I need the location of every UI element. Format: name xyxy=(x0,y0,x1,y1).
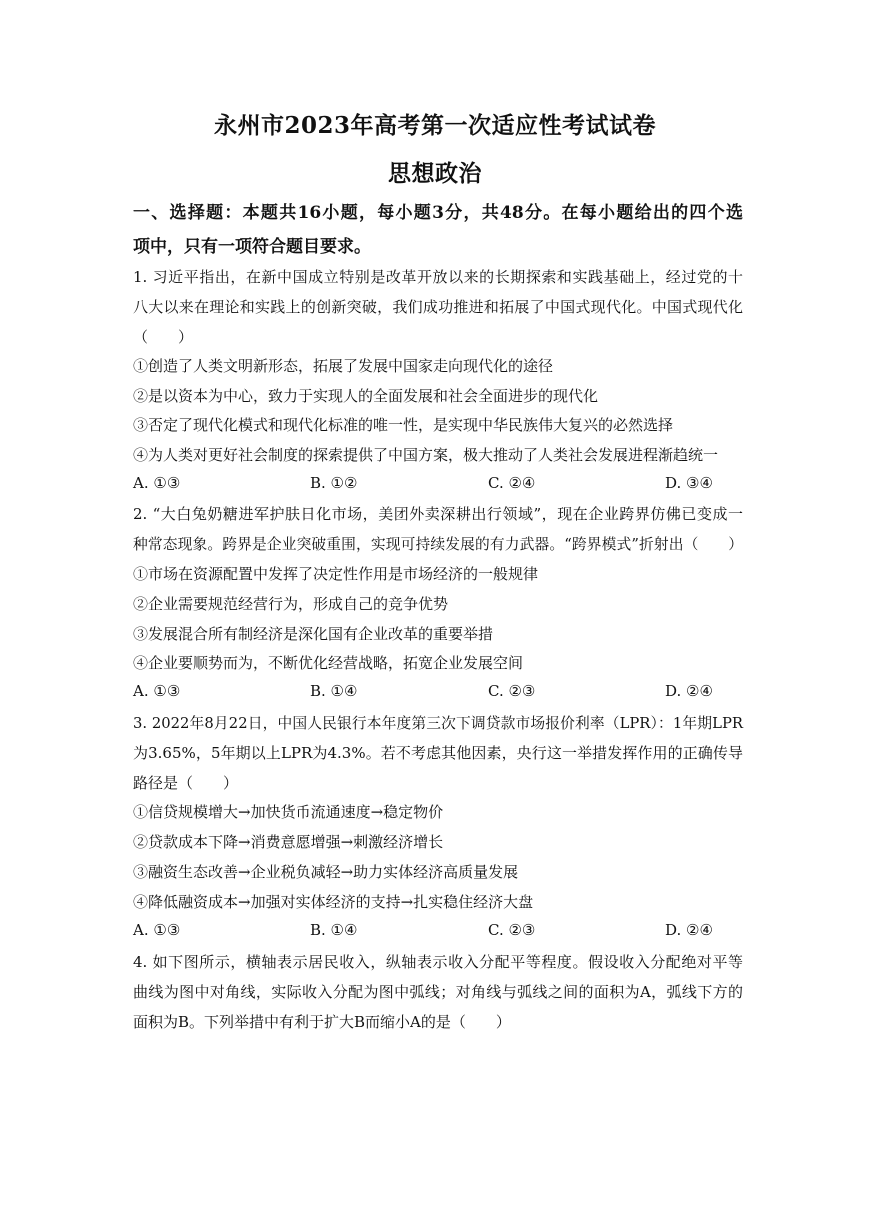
q2-option-c[interactable]: C. ②③ xyxy=(488,682,536,700)
q1-stem-line-3: （ ） xyxy=(133,328,194,346)
q4-stem-line-1: 4. 如下图所示，横轴表示居民收入，纵轴表示收入分配平等程度。假设收入分配绝对平等 xyxy=(133,953,743,971)
q2-item-3: ③发展混合所有制经济是深化国有企业改革的重要举措 xyxy=(133,625,494,643)
q1-item-3: ③否定了现代化模式和现代化标准的唯一性，是实现中华民族伟大复兴的必然选择 xyxy=(133,416,674,434)
q2-option-b[interactable]: B. ①④ xyxy=(310,682,358,700)
q1-option-c[interactable]: C. ②④ xyxy=(488,474,536,492)
q2-option-d[interactable]: D. ②④ xyxy=(665,682,713,700)
q1-stem-line-1: 1. 习近平指出，在新中国成立特别是改革开放以来的长期探索和实践基础上，经过党的十 xyxy=(133,268,743,286)
q4-stem-line-3: 面积为B。下列举措中有利于扩大B而缩小A的是（ ） xyxy=(133,1013,511,1031)
q1-item-4: ④为人类对更好社会制度的探索提供了中国方案，极大推动了人类社会发展进程渐趋统一 xyxy=(133,446,719,464)
q3-stem-line-1: 3. 2022年8月22日，中国人民银行本年度第三次下调贷款市场报价利率（LPR）：1年期LPR xyxy=(133,715,743,732)
q3-option-d[interactable]: D. ②④ xyxy=(665,921,713,939)
subject-title: 思想政治 xyxy=(388,160,482,187)
q2-item-2: ②企业需要规范经营行为，形成自己的竞争优势 xyxy=(133,595,449,613)
q3-option-b[interactable]: B. ①④ xyxy=(310,921,358,939)
section-heading-line-2: 项中，只有一项符合题目要求。 xyxy=(133,237,371,257)
q2-stem-line-1: 2. “大白兔奶糖进军护肤日化市场，美团外卖深耕出行领域”，现在企业跨界仿佛已变成一 xyxy=(133,505,743,523)
q3-option-a[interactable]: A. ①③ xyxy=(133,921,181,939)
q3-item-3: ③融资生态改善→企业税负减轻→助力实体经济高质量发展 xyxy=(133,863,519,881)
q1-option-a[interactable]: A. ①③ xyxy=(133,474,181,492)
q2-option-a[interactable]: A. ①③ xyxy=(133,682,181,700)
exam-title: 永州市2023年高考第一次适应性考试试卷 xyxy=(213,112,656,139)
q1-item-1: ①创造了人类文明新形态，拓展了发展中国家走向现代化的途径 xyxy=(133,357,554,375)
section-heading-line-1: 一、选择题：本题共16小题，每小题3分，共48分。在每小题给出的四个选 xyxy=(133,203,743,223)
q2-stem-line-2: 种常态现象。跨界是企业突破重围，实现可持续发展的有力武器。“跨界模式”折射出（ ） xyxy=(133,536,743,553)
q4-stem-line-2: 曲线为图中对角线，实际收入分配为图中弧线；对角线与弧线之间的面积为A，弧线下方的 xyxy=(133,983,743,1001)
q1-item-2: ②是以资本为中心，致力于实现人的全面发展和社会全面进步的现代化 xyxy=(133,387,599,405)
q3-stem-line-3: 路径是（ ） xyxy=(133,774,239,792)
q1-option-d[interactable]: D. ③④ xyxy=(665,474,713,492)
q3-item-1: ①信贷规模增大→加快货币流通速度→稳定物价 xyxy=(133,803,444,821)
q3-option-c[interactable]: C. ②③ xyxy=(488,921,536,939)
q1-stem-line-2: 八大以来在理论和实践上的创新突破，我们成功推进和拓展了中国式现代化。中国式现代化 xyxy=(133,298,743,316)
q3-item-4: ④降低融资成本→加强对实体经济的支持→扎实稳住经济大盘 xyxy=(133,893,534,911)
q3-stem-line-2: 为3.65%，5年期以上LPR为4.3%。若不考虑其他因素，央行这一举措发挥作用的正确传导 xyxy=(133,744,743,762)
q1-option-b[interactable]: B. ①② xyxy=(310,474,358,492)
q3-item-2: ②贷款成本下降→消费意愿增强→刺激经济增长 xyxy=(133,833,444,851)
q2-item-4: ④企业要顺势而为，不断优化经营战略，拓宽企业发展空间 xyxy=(133,654,524,672)
q2-item-1: ①市场在资源配置中发挥了决定性作用是市场经济的一般规律 xyxy=(133,565,539,583)
